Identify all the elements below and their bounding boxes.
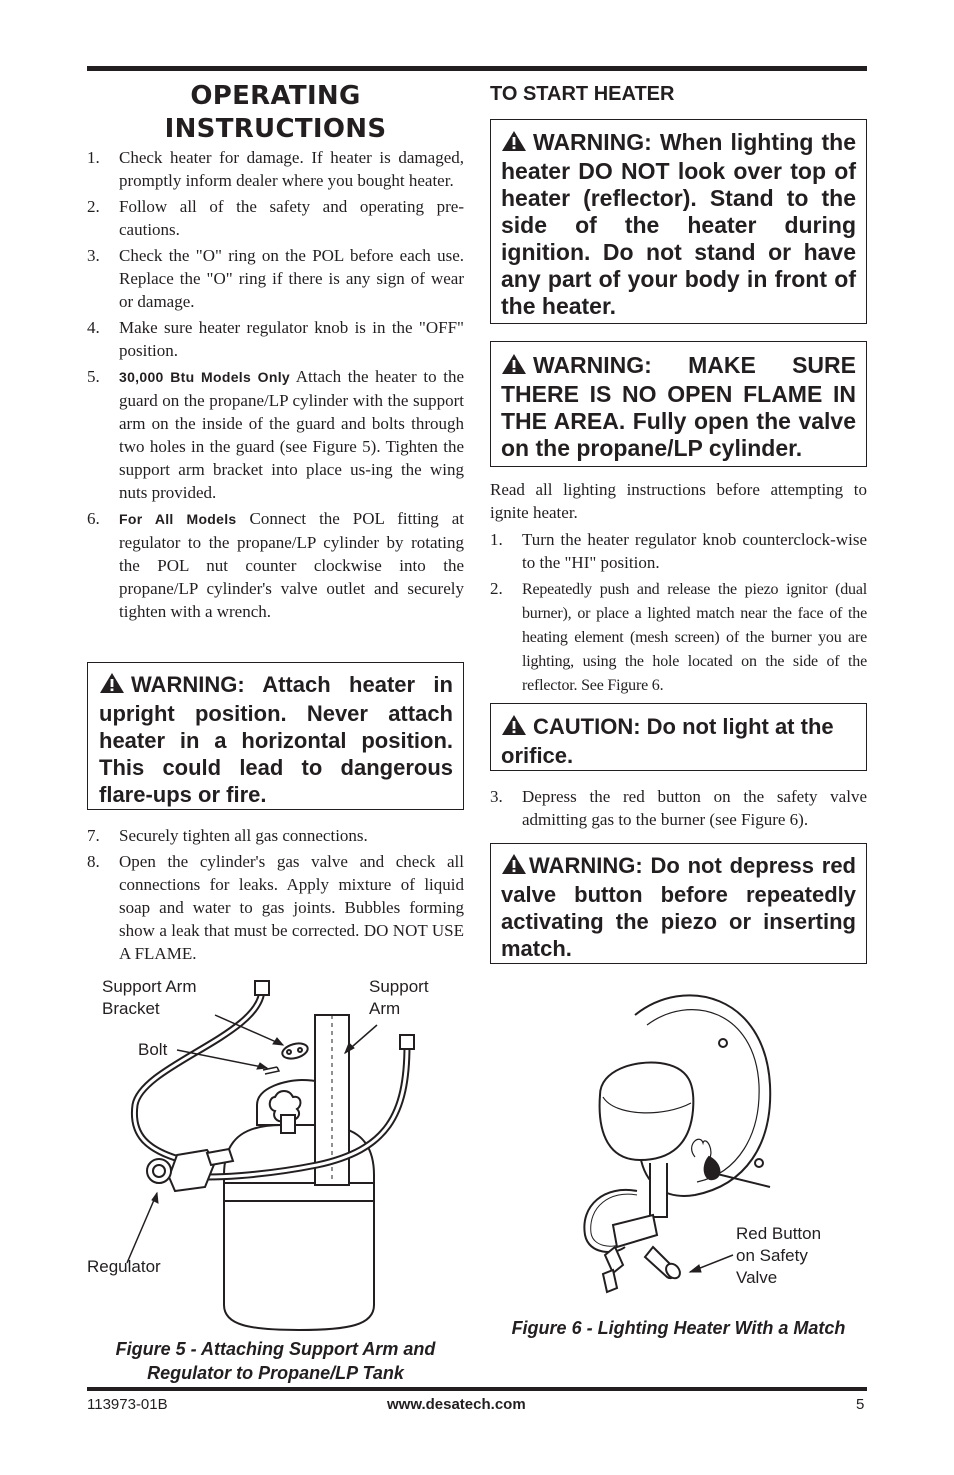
caution-text: CAUTION: Do not light at the orifice. — [501, 714, 834, 768]
right-steps-1 — [490, 528, 867, 700]
figure-5-caption: Figure 5 - Attaching Support Arm and Regulator to Propane/LP Tank — [115, 1339, 436, 1383]
list-item: 2. Repeatedly push and release the piezo ignitor (dual burner), or place a lighted match near the face of the heating element (mesh screen) of the burner you are lighting, using the hole located on the side of the reflector. See Figure 6. — [490, 579, 867, 694]
top-rule — [87, 66, 867, 71]
warning-text: WARNING: MAKE SURE THERE IS NO OPEN FLAME IN THE AREA. Fully open the valve on the propane/LP cylinder. — [501, 352, 856, 461]
left-steps-1 — [87, 146, 464, 626]
right-steps-2 — [490, 785, 867, 834]
figure-5-illustration — [87, 975, 467, 1335]
label-support-arm: Support Arm — [369, 977, 429, 1018]
list-item: 2. Follow all of the safety and operating pre-cautions. — [87, 197, 464, 239]
warning-text: WARNING: Attach heater in upright position. Never attach heater in a horizontal position. This could lead to dangerous flare-ups or fire. — [99, 672, 453, 807]
warning-box-red-button — [490, 843, 867, 964]
part-number: 113973-01B — [87, 1396, 168, 1413]
figure-6-caption: Figure 6 - Lighting Heater With a Match — [511, 1318, 846, 1338]
label-regulator: Regulator — [87, 1257, 161, 1276]
warning-triangle-icon — [501, 130, 527, 158]
caution-box-orifice — [490, 703, 867, 771]
label-bolt: Bolt — [138, 1040, 168, 1059]
warning-text: WARNING: Do not depress red valve button before repeatedly activating the piezo or inserting match. — [501, 853, 856, 961]
website-link[interactable]: www.desatech.com — [387, 1396, 526, 1413]
bottom-rule — [87, 1387, 867, 1391]
title-line-2: INSTRUCTIONS — [164, 114, 387, 144]
section-heading-start-heater: TO START HEATER — [490, 83, 675, 105]
warning-triangle-icon — [501, 714, 527, 742]
list-item: 6. For All Models Connect the POL fitting at regulator to the propane/LP cylinder by rotating the POL nut counter clockwise into the propane/LP cylinder's valve outlet and securely tighten with a wrench. — [87, 509, 464, 621]
list-item: 1. Check heater for damage. If heater is damaged, promptly inform dealer where you bought heater. — [87, 148, 464, 190]
intro-text: Read all lighting instructions before attempting to ignite heater. — [490, 480, 867, 522]
warning-triangle-icon — [99, 672, 125, 700]
list-item: 3. Depress the red button on the safety valve admitting gas to the burner (see Figure 6). — [490, 787, 867, 829]
warning-box-open-flame — [490, 341, 867, 467]
warning-triangle-icon — [501, 853, 527, 881]
list-item: 1. Turn the heater regulator knob counterclock-wise to the "HI" position. — [490, 530, 867, 572]
page-number: 5 — [856, 1396, 865, 1413]
warning-text: WARNING: When lighting the heater DO NOT look over top of heater (reflector). Stand to the side of the heater during ignition. Do not stand or have any part of your body in front of the heater. — [501, 129, 856, 319]
list-item: 3. Check the "O" ring on the POL before each use. Replace the "O" ring if there is any sign of wear or damage. — [87, 246, 464, 311]
warning-triangle-icon — [501, 353, 527, 381]
label-support-arm-bracket: Support Arm Bracket — [102, 977, 197, 1018]
label-red-button: Red Button on Safety Valve — [736, 1224, 822, 1287]
warning-box-upright — [87, 662, 464, 810]
list-item: 7. Securely tighten all gas connections. — [87, 826, 368, 845]
title-line-1: OPERATING — [190, 81, 361, 111]
list-item: 4. Make sure heater regulator knob is in the "OFF" position. — [87, 318, 464, 360]
left-steps-2 — [87, 824, 464, 968]
warning-box-lighting — [490, 119, 867, 324]
section-title — [87, 80, 464, 146]
list-item: 8. Open the cylinder's gas valve and check all connections for leaks. Apply mixture of liquid soap and water to gas joints. Bubbles forming show a leak that must be corrected. DO NOT USE A FLAME. — [87, 852, 464, 963]
list-item: 5. 30,000 Btu Models Only Attach the heater to the guard on the propane/LP cylinder with the support arm on the inside of the guard and bolts through two holes in the guard (see Figure 5). Tighten the support arm bracket into place us-ing the wing nuts provided. — [87, 367, 465, 502]
